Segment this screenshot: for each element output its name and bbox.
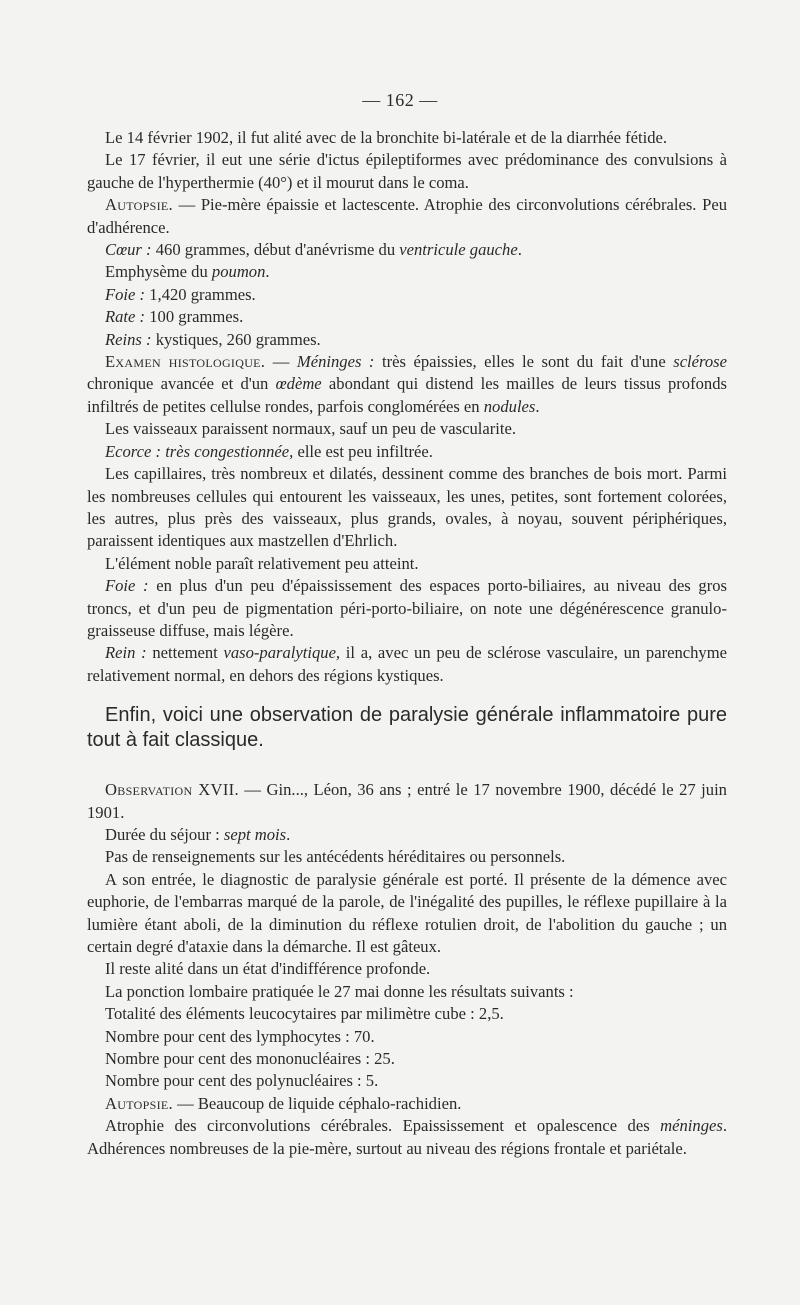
paragraph: Les vaisseaux paraissent normaux, sauf un peu de vascularite. <box>105 419 517 439</box>
paragraph: Durée du séjour : sept mois. <box>105 824 291 844</box>
paragraph: Examen histologique. — Méninges : très épaissies, elles le sont du fait d'une sclérose chronique avancée et d'un œdème abondant qui distend les mailles de leurs tissus profonds infiltrés de petites cellulse rondes, parfois conglomérées en nodules. <box>87 352 727 416</box>
organ-label: Reins : <box>105 329 152 349</box>
paragraph: Foie : 1,420 grammes. <box>105 284 256 304</box>
paragraph: Nombre pour cent des mononucléaires : 25. <box>105 1049 395 1069</box>
paragraph: Observation XVII. — Gin..., Léon, 36 ans ; entré le 17 novembre 1900, décédé le 27 juin 1901. <box>87 780 727 822</box>
paragraph: Rein : nettement vaso-paralytique, il a, avec un peu de sclérose vasculaire, un parenchyme relativement normal, en dehors des régions kystiques. <box>87 643 727 685</box>
section-label: Examen histologique. <box>105 352 266 372</box>
organ-label: Rein : <box>105 643 147 663</box>
paragraph: Les capillaires, très nombreux et dilatés, dessinent comme des branches de bois mort. Parmi les nombreuses cellules qui entourent les vaisseaux, les unes, petites, sont fortement colorées, les autres, plus près des vaisseaux, plus grands, ovales, à noyau, souvent périphériques, paraissent identiques aux mastzellen d'Ehrlich. <box>87 464 727 551</box>
page-number: — 162 — <box>362 90 438 110</box>
paragraph: Cœur : 460 grammes, début d'anévrisme du ventricule gauche. <box>105 240 522 260</box>
organ-label: Rate : <box>105 307 146 327</box>
paragraph: Autopsie. — Beaucoup de liquide céphalo-rachidien. <box>105 1093 462 1113</box>
section-intro: Enfin, voici une observation de paralysie générale inflammatoire pure tout à fait classique. <box>87 704 727 752</box>
paragraph: Nombre pour cent des lymphocytes : 70. <box>105 1026 375 1046</box>
paragraph: Reins : kystiques, 260 grammes. <box>105 329 321 349</box>
organ-label: Foie : <box>105 576 149 596</box>
paragraph: Nombre pour cent des polynucléaires : 5. <box>105 1071 379 1091</box>
paragraph: L'élément noble paraît relativement peu atteint. <box>105 553 419 573</box>
paragraph: A son entrée, le diagnostic de paralysie générale est porté. Il présente de la démence avec euphorie, de l'embarras marqué de la parole, de l'inégalité des pupilles, le réflexe pupillaire à la lumière étant aboli, de la diminution du réflexe rotulien droit, de l'abolition du gauche ; un certain degré d'ataxie dans la démarche. Il est gâteux. <box>87 869 727 956</box>
paragraph: Le 14 février 1902, il fut alité avec de la bronchite bi-latérale et de la diarrhée fétide. <box>105 128 668 147</box>
paragraph: Le 17 février, il eut une série d'ictus épileptiformes avec prédominance des convulsions à gauche de l'hyperthermie (40°) et il mourut dans le coma. <box>87 150 727 192</box>
paragraph: Foie : en plus d'un peu d'épaississement des espaces porto-biliaires, au niveau des gros troncs, et d'un peu de pigmentation péri-porto-biliaire, on note une dégénérescence granulo-graisseuse diffuse, mais légère. <box>87 576 727 640</box>
organ-label: Foie : <box>105 284 146 304</box>
paragraph: Autopsie. — Pie-mère épaissie et lactescente. Atrophie des circonvolutions cérébrales. Peu d'adhérence. <box>87 195 727 237</box>
paragraph: Atrophie des circonvolutions cérébrales. Epaississement et opalescence des méninges. Adhérences nombreuses de la pie-mère, surtout au niveau des régions frontale et pariétale. <box>87 1116 727 1158</box>
paragraph: Rate : 100 grammes. <box>105 307 244 327</box>
section-label: Autopsie. <box>105 1093 173 1113</box>
page-body <box>87 127 727 1160</box>
paragraph: La ponction lombaire pratiquée le 27 mai donne les résultats suivants : <box>105 981 574 1001</box>
paragraph: Il reste alité dans un état d'indifférence profonde. <box>105 959 431 979</box>
paragraph: Emphysème du poumon. <box>105 262 270 282</box>
paragraph: Pas de renseignements sur les antécédents héréditaires ou personnels. <box>105 847 566 867</box>
section-label: Autopsie. <box>105 195 173 215</box>
paragraph: Ecorce : très congestionnée, elle est peu infiltrée. <box>105 441 433 461</box>
organ-label: Cœur : <box>105 240 152 260</box>
observation-label: Observation XVII. <box>105 780 239 800</box>
paragraph: Totalité des éléments leucocytaires par milimètre cube : 2,5. <box>105 1004 504 1024</box>
